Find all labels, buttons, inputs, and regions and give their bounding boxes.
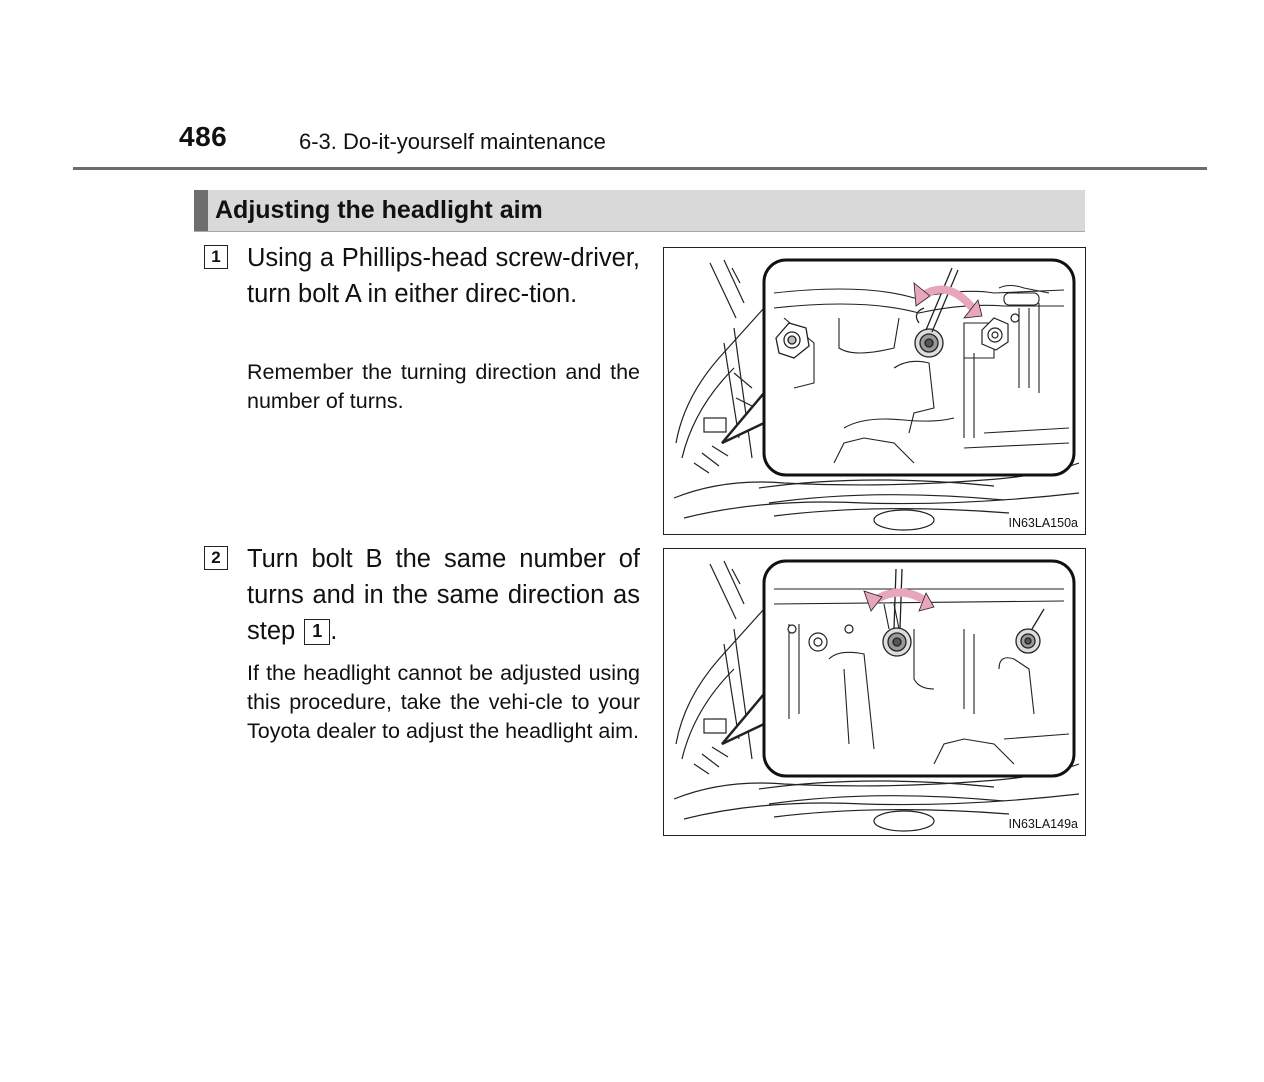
header-divider [73, 167, 1207, 170]
step-1-note: Remember the turning direction and the number of turns. [247, 360, 640, 413]
page-number: 486 [179, 121, 228, 152]
step-2-text-after: . [330, 617, 338, 645]
step-2-note: If the headlight cannot be adjusted using this procedure, take the vehi-cle to your Toyota dealer to adjust the headlight aim. [247, 661, 640, 743]
figure-code: IN63LA150a [1008, 516, 1078, 530]
step-2-text-before: Turn bolt B the same number of turns and in the same direction as step [247, 545, 640, 645]
step-1-text: Using a Phillips-head screw-driver, turn bolt A in either direc-tion. [247, 244, 640, 308]
step-ref-badge: 1 [304, 619, 330, 645]
heading-accent [194, 190, 208, 231]
figure-bolt-a [663, 247, 1086, 535]
step-1-badge: 1 [204, 245, 228, 269]
figure-bolt-b-drawing [664, 549, 1086, 836]
heading-bar [194, 190, 1085, 232]
step-2-badge: 2 [204, 546, 228, 570]
step-2-text [247, 541, 640, 649]
section-title: 6-3. Do-it-yourself maintenance [299, 129, 606, 154]
figure-bolt-a-drawing [664, 248, 1086, 535]
figure-code: IN63LA149a [1008, 817, 1078, 831]
heading-title: Adjusting the headlight aim [215, 196, 543, 224]
figure-bolt-b [663, 548, 1086, 836]
